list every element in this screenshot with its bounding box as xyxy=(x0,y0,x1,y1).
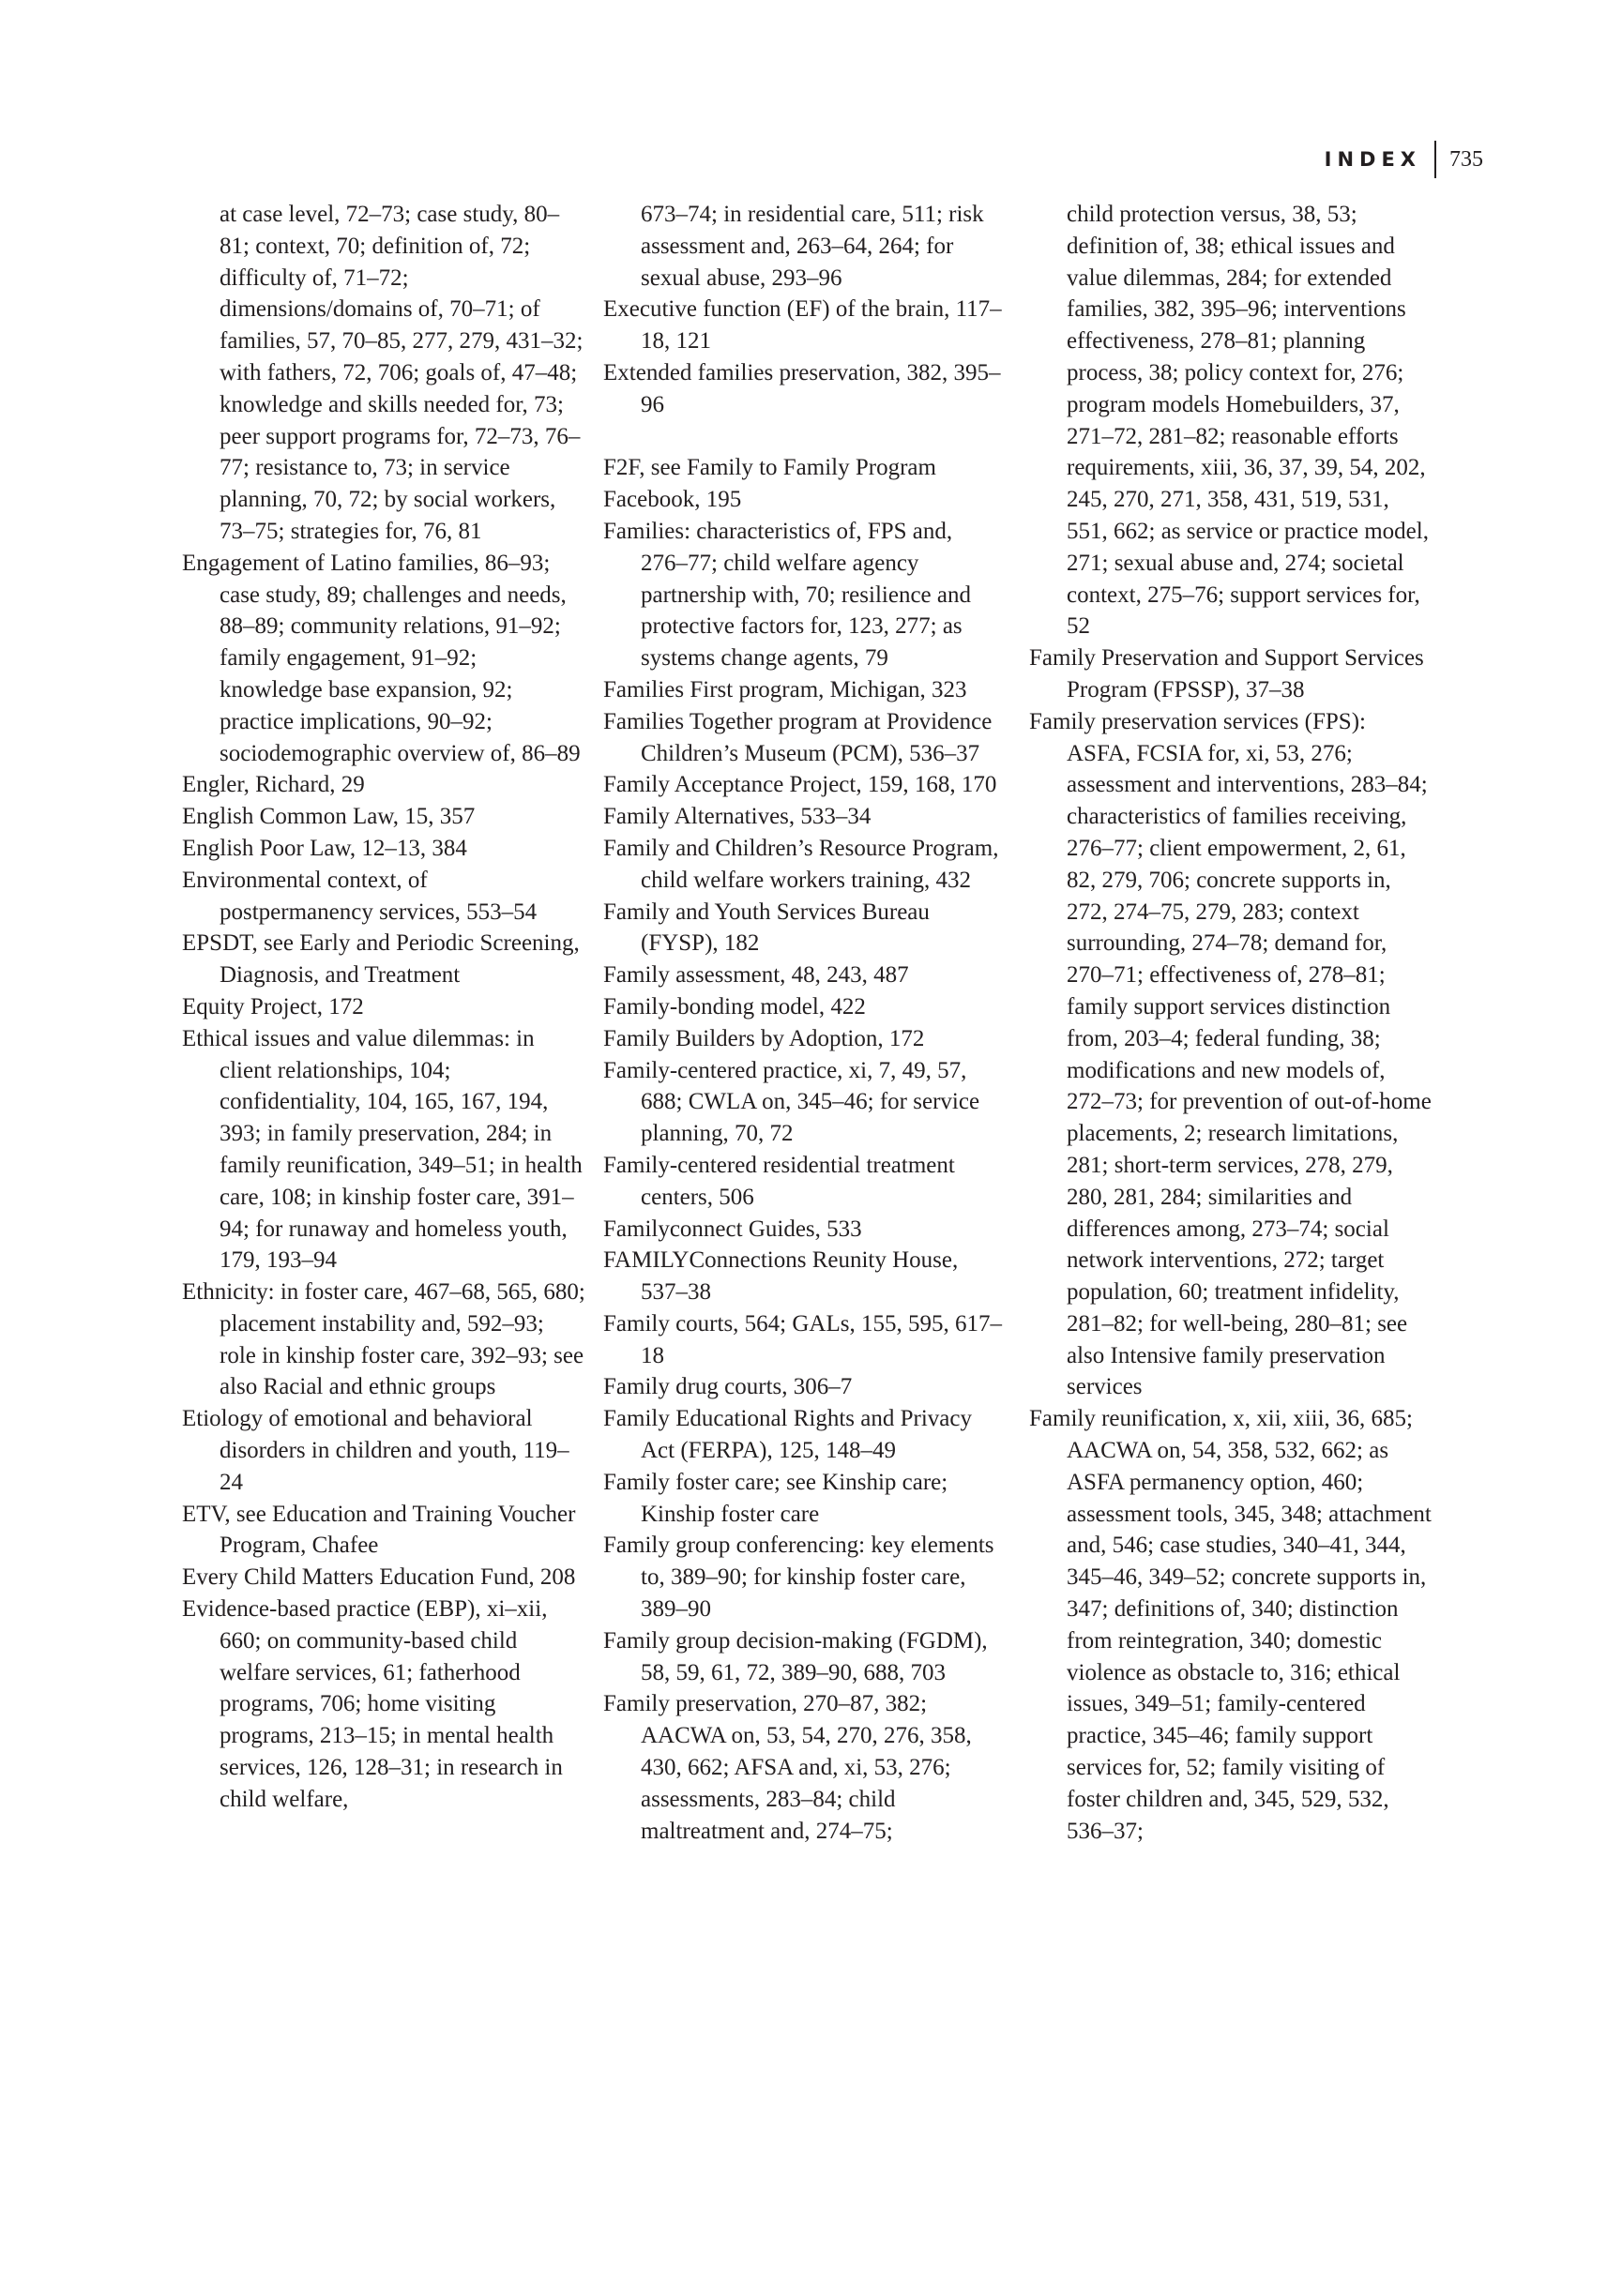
header-rule xyxy=(1434,141,1436,178)
index-entry: Family-centered practice, xi, 7, 49, 57, 688; CWLA on, 345–46; for service planning, 70, 72 xyxy=(603,1057,980,1147)
index-entry: Family preservation services (FPS): ASFA, FCSIA for, xi, 53, 276; assessment and interventions, 283–84; characteristics of families receiving, 276–77; client empowerment, 2, 61, 82, 279, 706; concrete supports in, 272, 274–75, 279, 283; context surrounding, 274–78; demand for, 270–71; effectiveness of, 278–81; family support services distinction from, 203–4; federal funding, 38; modifications and new models of, 272–73; for prevention of out-of-home placements, 2; research limitations, 281; short-term services, 278, 279, 280, 281, 284; similarities and differences among, 273–74; social network interventions, 272; target population, 60; treatment infidelity, 281–82; for well-being, 280–81; see also Intensive family preservation services xyxy=(1029,708,1432,1400)
index-entry: 673–74; in residential care, 511; risk assessment and, 263–64, 264; for sexual abuse, 293–96 xyxy=(641,202,984,291)
index-entry: Family and Children’s Resource Program, child welfare workers training, 432 xyxy=(603,835,999,893)
index-entry: Family group decision-making (FGDM), 58, 59, 61, 72, 389–90, 688, 703 xyxy=(603,1627,988,1685)
index-column-1 xyxy=(182,199,585,1816)
index-entry: Family and Youth Services Bureau (FYSP), 182 xyxy=(603,899,930,957)
index-entry: Extended families preservation, 382, 395–96 xyxy=(603,359,1001,417)
index-entry: Family drug courts, 306–7 xyxy=(603,1374,853,1400)
page-number: 735 xyxy=(1449,146,1483,172)
index-entry: Environmental context, of postpermanency services, 553–54 xyxy=(182,867,538,925)
running-head xyxy=(1325,141,1483,178)
index-entry: Family-centered residential treatment centers, 506 xyxy=(603,1152,955,1210)
index-entry: Every Child Matters Education Fund, 208 xyxy=(182,1564,576,1591)
index-column-2 xyxy=(603,199,1002,1847)
index-entry: Evidence-based practice (EBP), xi–xii, 660; on community-based child welfare services, 61; fatherhood programs, 706; home visiting programs, 213–15; in mental health services, 126, 128–31; in research in child welfare, xyxy=(182,1596,563,1812)
index-entry: Family foster care; see Kinship care; Kinship foster care xyxy=(603,1469,948,1527)
index-entry: Family Preservation and Support Services Program (FPSSP), 37–38 xyxy=(1029,645,1424,702)
index-entry: Families: characteristics of, FPS and, 276–77; child welfare agency partnership with, 70; resilience and protective factors for, 123, 277; as systems change agents, 79 xyxy=(603,518,971,672)
index-entry: Facebook, 195 xyxy=(603,487,742,513)
index-entry: Executive function (EF) of the brain, 117–18, 121 xyxy=(603,296,1002,355)
index-entry: Family assessment, 48, 243, 487 xyxy=(603,962,909,989)
index-entry: Etiology of emotional and behavioral disorders in children and youth, 119–24 xyxy=(182,1406,569,1495)
index-entry: Family group conferencing: key elements to, 389–90; for kinship foster care, 389–90 xyxy=(603,1533,994,1623)
index-entry: Family courts, 564; GALs, 155, 595, 617–18 xyxy=(603,1310,1002,1368)
index-entry: Family Builders by Adoption, 172 xyxy=(603,1025,925,1051)
index-entry: FAMILYConnections Reunity House, 537–38 xyxy=(603,1247,959,1306)
index-entry: Familyconnect Guides, 533 xyxy=(603,1216,862,1242)
index-entry: Ethical issues and value dilemmas: in client relationships, 104; confidentiality, 104, 165, 167, 194, 393; in family preservation, 284; in family reunification, 349–51; in health care, 108; in kinship foster care, 391–94; for runaway and homeless youth, 179, 193–94 xyxy=(182,1025,583,1274)
index-entry: child protection versus, 38, 53; definition of, 38; ethical issues and value dilemmas, 284; for extended families, 382, 395–96; interventions effectiveness, 278–81; planning process, 38; policy context for, 276; program models Homebuilders, 37, 271–72, 281–82; reasonable efforts requirements, xiii, 36, 37, 39, 54, 202, 245, 270, 271, 358, 431, 519, 531, 551, 662; as service or practice model, 271; sexual abuse and, 274; societal context, 275–76; support services for, 52 xyxy=(1067,202,1429,640)
index-entry: Family reunification, x, xii, xiii, 36, 685; AACWA on, 54, 358, 532, 662; as ASFA permanency option, 460; assessment tools, 345, 348; attachment and, 546; case studies, 340–41, 344, 345–46, 349–52; concrete supports in, 347; definitions of, 340; distinction from reintegration, 340; domestic violence as obstacle to, 316; ethical issues, 349–51; family-centered practice, 345–46; family support services for, 52; family visiting of foster children and, 345, 529, 532, 536–37; xyxy=(1029,1406,1432,1844)
index-entry: English Common Law, 15, 357 xyxy=(182,804,476,830)
index-entry: ETV, see Education and Training Voucher Program, Chafee xyxy=(182,1501,576,1559)
index-column-3 xyxy=(1029,199,1433,1847)
index-entry: F2F, see Family to Family Program xyxy=(603,455,936,481)
index-entry: Ethnicity: in foster care, 467–68, 565, 680; placement instability and, 592–93; role in kinship foster care, 392–93; see also Racial and ethnic groups xyxy=(182,1279,585,1400)
index-entry: Equity Project, 172 xyxy=(182,993,364,1020)
index-entry: Family Acceptance Project, 159, 168, 170 xyxy=(603,772,997,798)
index-entry: Family preservation, 270–87, 382; AACWA on, 53, 54, 270, 276, 358, 430, 662; AFSA and, xi, 53, 276; assessments, 283–84; child maltreatment and, 274–75; xyxy=(603,1691,972,1844)
index-entry: Family-bonding model, 422 xyxy=(603,993,866,1020)
index-entry: Family Educational Rights and Privacy Act (FERPA), 125, 148–49 xyxy=(603,1406,972,1464)
index-entry: at case level, 72–73; case study, 80–81; context, 70; definition of, 72; difficulty of, 71–72; dimensions/domains of, 70–71; of families, 57, 70–85, 277, 279, 431–32; with fathers, 72, 706; goals of, 47–48; knowledge and skills needed for, 73; peer support programs for, 72–73, 76–77; resistance to, 73; in service planning, 70, 72; by social workers, 73–75; strategies for, 76, 81 xyxy=(220,202,584,544)
section-label: INDEX xyxy=(1324,148,1421,171)
index-entry: Families Together program at Providence Children’s Museum (PCM), 536–37 xyxy=(603,708,993,766)
index-entry: EPSDT, see Early and Periodic Screening, Diagnosis, and Treatment xyxy=(182,930,580,989)
index-entry: Families First program, Michigan, 323 xyxy=(603,676,967,702)
index-entry: Family Alternatives, 533–34 xyxy=(603,804,872,830)
index-entry: Engagement of Latino families, 86–93; case study, 89; challenges and needs, 88–89; community relations, 91–92; family engagement, 91–92; knowledge base expansion, 92; practice implications, 90–92; sociodemographic overview of, 86–89 xyxy=(182,550,581,766)
index-entry: English Poor Law, 12–13, 384 xyxy=(182,835,467,861)
index-entry: Engler, Richard, 29 xyxy=(182,772,365,798)
